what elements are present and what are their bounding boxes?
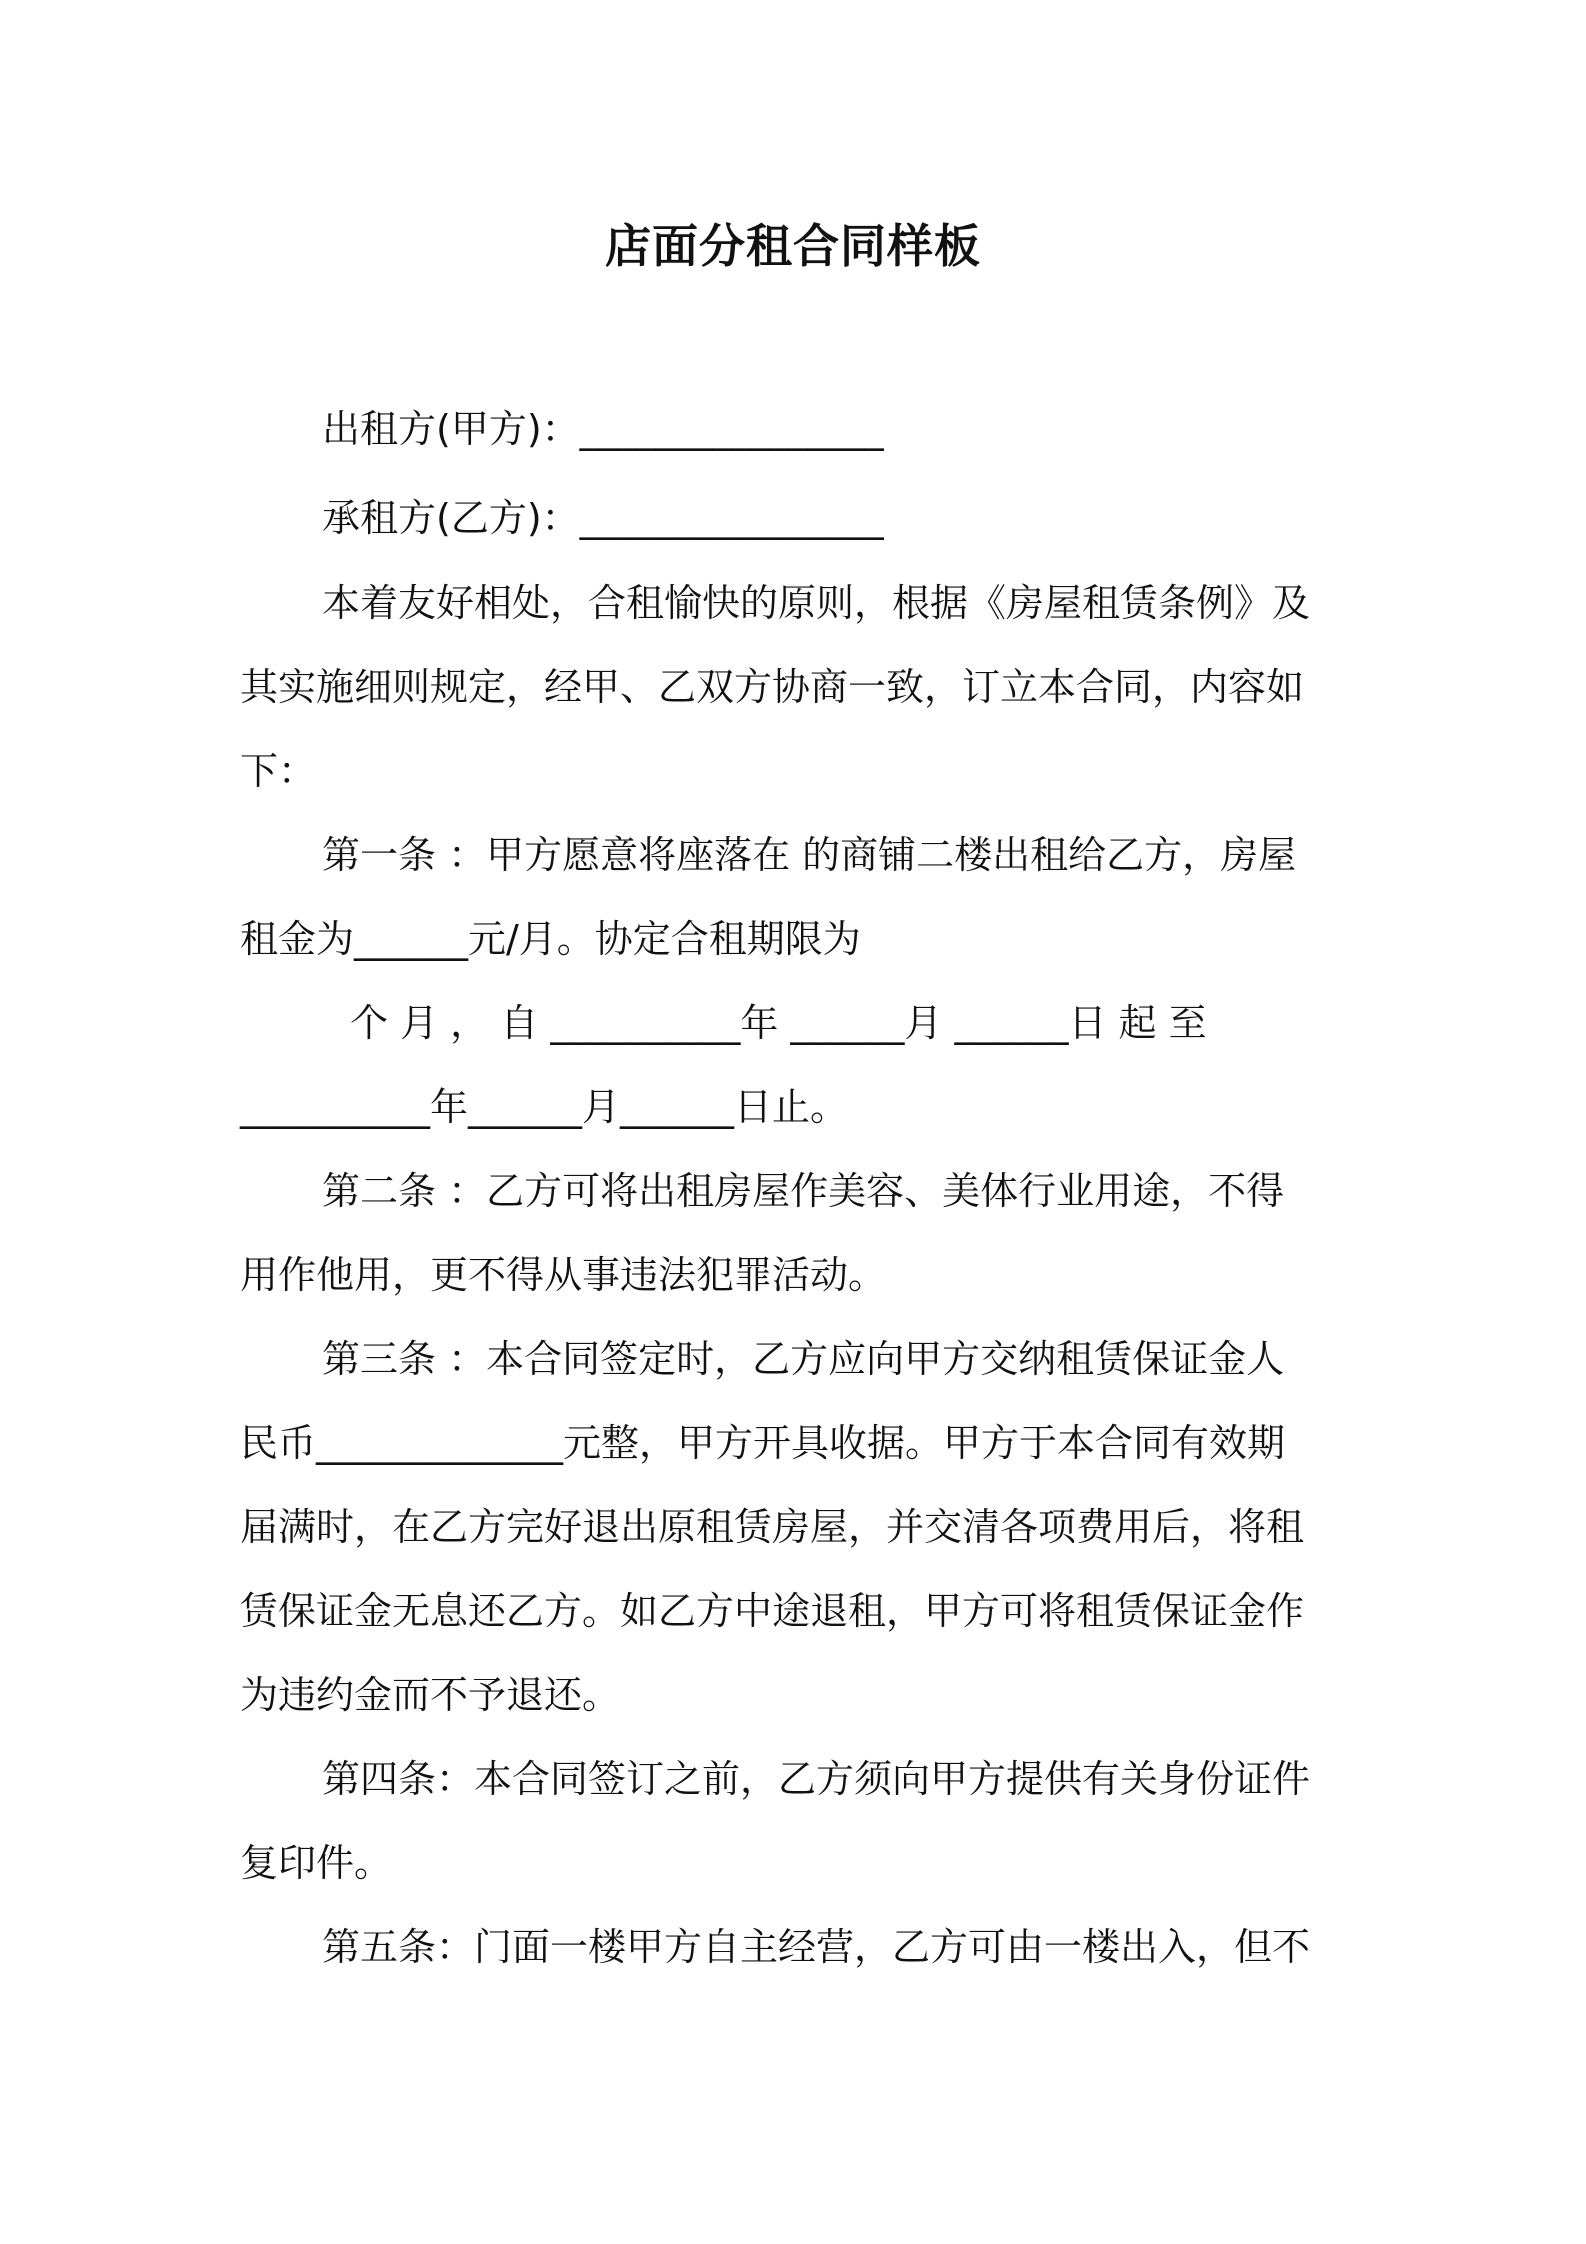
document-title: 店面分租合同样板 xyxy=(605,219,981,273)
article-3-line-4: 赁保证金无息还乙方。如乙方中途退租，甲方可将租赁保证金作 xyxy=(240,1589,1305,1633)
intro-line-2: 其实施细则规定，经甲、乙双方协商一致，订立本合同，内容如 xyxy=(240,665,1305,709)
article-4-line-2: 复印件。 xyxy=(240,1841,393,1885)
article-2-line-2: 用作他用，更不得从事违法犯罪活动。 xyxy=(240,1253,887,1297)
article-1-line-2: 租金为______元/月。协定合租期限为 xyxy=(240,917,861,961)
article-3-line-1: 第三条 ：本合同签定时，乙方应向甲方交纳租赁保证金人 xyxy=(322,1337,1285,1381)
intro-line-3: 下： xyxy=(240,749,317,793)
article-3-line-3: 届满时，在乙方完好退出原租赁房屋，并交清各项费用后，将租 xyxy=(240,1505,1305,1549)
article-3-line-5: 为违约金而不予退还。 xyxy=(240,1673,621,1717)
lessee-line: 承租方(乙方)：________________ xyxy=(322,496,884,540)
article-5-line-1: 第五条：门面一楼甲方自主经营，乙方可由一楼出入，但不 xyxy=(322,1925,1311,1969)
article-1-line-4: __________年______月______日止。 xyxy=(240,1085,849,1129)
lessor-line: 出租方(甲方)：________________ xyxy=(322,407,884,451)
article-3-line-2: 民币_____________元整，甲方开具收据。甲方于本合同有效期 xyxy=(240,1421,1286,1465)
article-4-line-1: 第四条：本合同签订之前，乙方须向甲方提供有关身份证件 xyxy=(322,1757,1311,1801)
intro-line-1: 本着友好相处，合租愉快的原则，根据《房屋租赁条例》及 xyxy=(322,581,1311,625)
article-1-line-3: 个 月 ， 自 __________年 ______月 ______日 起 至 xyxy=(350,1001,1207,1045)
article-1-line-1: 第一条 ：甲方愿意将座落在 的商铺二楼出租给乙方，房屋 xyxy=(322,833,1297,877)
article-2-line-1: 第二条 ：乙方可将出租房屋作美容、美体行业用途，不得 xyxy=(322,1169,1285,1213)
